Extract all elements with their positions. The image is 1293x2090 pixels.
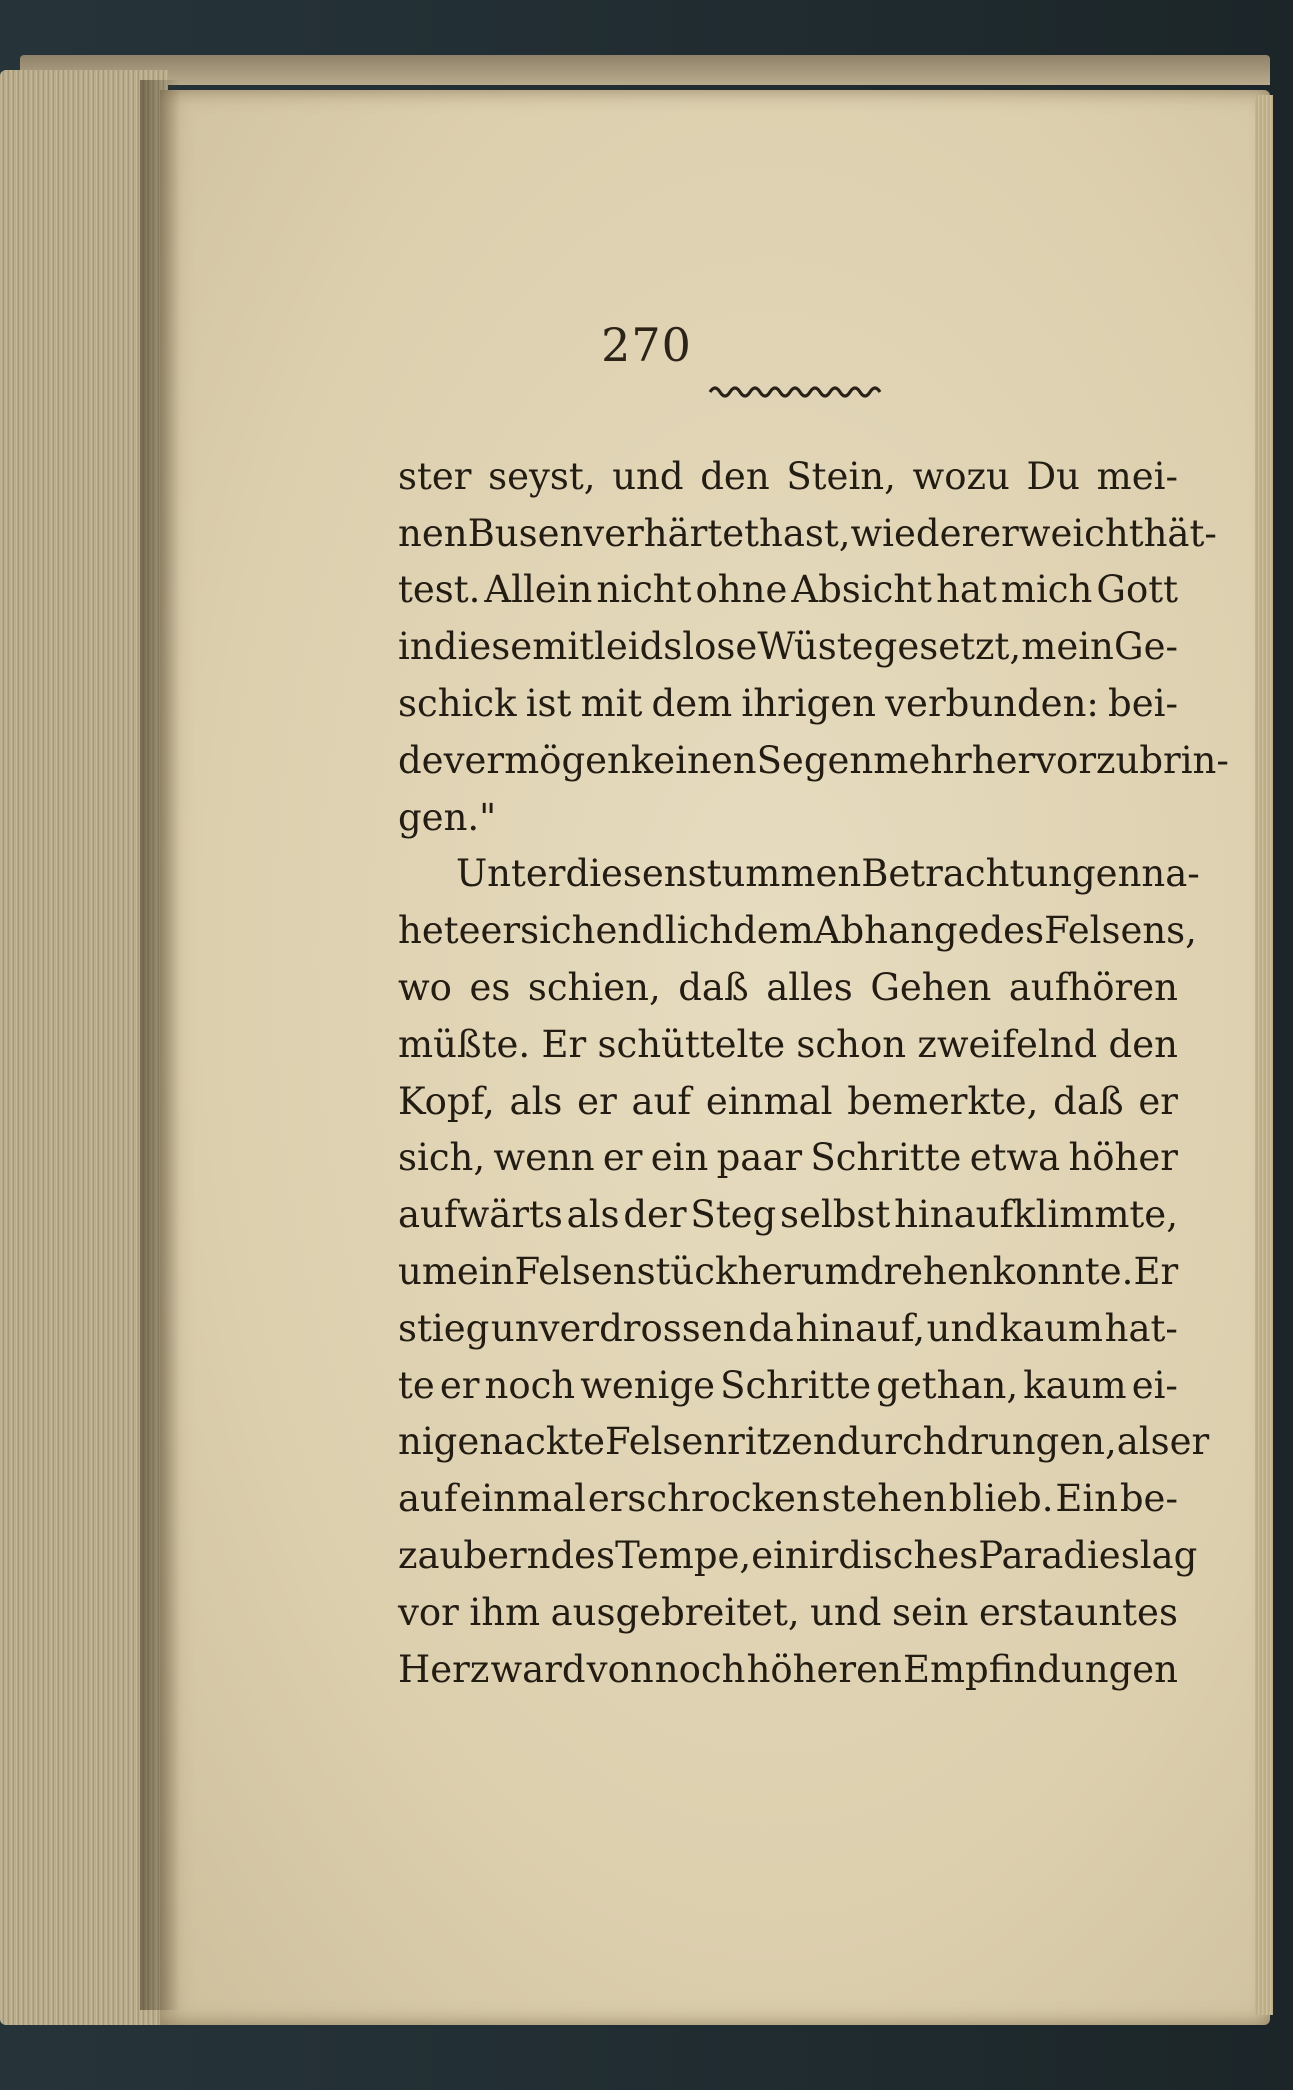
word: irdisches — [808, 1534, 979, 1578]
word: drehen — [859, 1250, 993, 1294]
word: daß — [1053, 1079, 1124, 1123]
word: höher — [1068, 1136, 1178, 1180]
word: da — [748, 1306, 794, 1350]
word: keinen — [630, 738, 757, 782]
text-line — [398, 1584, 1178, 1641]
word: als — [1116, 1420, 1170, 1464]
word: Gehen — [870, 966, 992, 1010]
word: unverdrossen — [490, 1306, 747, 1350]
word: Stein, — [786, 454, 896, 498]
word: als — [566, 1193, 620, 1237]
word: konnte. — [992, 1250, 1134, 1294]
word: de — [398, 738, 444, 782]
word: Betrachtungen — [861, 852, 1142, 896]
text-line — [398, 1414, 1210, 1471]
word: Unter — [456, 852, 566, 896]
word: Busen — [467, 511, 584, 555]
word: mit — [580, 682, 643, 726]
text-line — [398, 1641, 1178, 1698]
word: den — [1108, 1022, 1178, 1066]
word: hinauf, — [795, 1306, 925, 1350]
text-line — [398, 732, 1229, 789]
word: gesetzt, — [873, 625, 1022, 669]
word: zweifelnd — [917, 1022, 1098, 1066]
word: gethan, — [876, 1363, 1019, 1407]
word: wenn — [493, 1136, 595, 1180]
word: schick — [398, 682, 517, 726]
word: hinaufklimmte, — [894, 1193, 1178, 1237]
word: selbst — [780, 1193, 891, 1237]
word: be- — [1119, 1477, 1178, 1521]
word: sich — [520, 909, 596, 953]
text-line — [398, 1470, 1178, 1527]
word: Felsens, — [1044, 909, 1197, 953]
word: Schritte — [720, 1363, 872, 1407]
word: Herz — [398, 1647, 490, 1691]
text-line — [398, 618, 1178, 675]
word: nen — [398, 511, 468, 555]
text-line — [398, 448, 1178, 505]
word: ein — [456, 1250, 515, 1294]
word: er — [577, 1079, 617, 1123]
word: Segen — [756, 738, 874, 782]
word: Steg — [690, 1193, 777, 1237]
word: ihrigen — [741, 682, 876, 726]
word: und — [810, 1590, 882, 1634]
word: verbunden: — [885, 682, 1099, 726]
text-line — [398, 1300, 1178, 1357]
word: wozu — [912, 454, 1010, 498]
word: zauberndes — [398, 1534, 616, 1578]
word: nackte — [479, 1420, 606, 1464]
word: auf — [398, 1477, 458, 1521]
word: sich, — [398, 1136, 486, 1180]
word: wo — [398, 966, 452, 1010]
word: mich — [1000, 568, 1093, 612]
word: bemerkte, — [847, 1079, 1039, 1123]
word: er — [439, 1363, 480, 1407]
text-line — [398, 1243, 1178, 1300]
word: schon — [796, 1022, 907, 1066]
word: sein — [891, 1590, 969, 1634]
page-right-edge — [1255, 95, 1273, 2015]
word: vor — [398, 1590, 459, 1634]
body-text — [398, 448, 1229, 1698]
word: einmal — [459, 1477, 586, 1521]
word: seyst, — [488, 454, 596, 498]
text-line — [398, 675, 1178, 732]
word: ward — [490, 1647, 586, 1691]
word: hast, — [759, 511, 851, 555]
text-line — [398, 1186, 1178, 1243]
word: dem — [733, 909, 814, 953]
word: mei- — [1096, 454, 1178, 498]
word: ster — [398, 454, 472, 498]
text-line — [398, 1073, 1178, 1130]
word: nicht — [596, 568, 692, 612]
word: höheren — [746, 1647, 902, 1691]
word: stieg — [398, 1306, 490, 1350]
word: lag — [1139, 1534, 1198, 1578]
word: mein — [1021, 625, 1114, 669]
word: Felsenritzen — [605, 1420, 837, 1464]
text-line — [398, 1357, 1178, 1414]
word: von — [586, 1647, 654, 1691]
word: vermögen — [443, 738, 631, 782]
text-line — [398, 789, 1178, 846]
word: er — [480, 909, 521, 953]
word: na- — [1141, 852, 1200, 896]
word: alles — [766, 966, 853, 1010]
word: nige — [398, 1420, 480, 1464]
word: aufwärts — [398, 1193, 563, 1237]
word: hät- — [1143, 511, 1217, 555]
book-top-edge — [20, 55, 1270, 85]
text-line — [398, 1016, 1178, 1073]
word: den — [700, 454, 770, 498]
word: erweicht — [979, 511, 1144, 555]
word: stehen — [821, 1477, 947, 1521]
word: hat — [936, 568, 997, 612]
word: hete — [398, 909, 481, 953]
word: ausgebreitet, — [550, 1590, 800, 1634]
word: Ge- — [1114, 625, 1178, 669]
word: müßte. — [398, 1022, 531, 1066]
word: herum — [737, 1250, 860, 1294]
word: Abhange — [813, 909, 980, 953]
word: erschrocken — [587, 1477, 820, 1521]
text-line — [398, 505, 1217, 562]
word: Absicht — [791, 568, 933, 612]
word: Paradies — [978, 1534, 1140, 1578]
word: er — [1169, 1420, 1210, 1464]
word: Gott — [1096, 568, 1178, 612]
word: gen." — [398, 795, 497, 839]
word: Tempe, — [615, 1534, 752, 1578]
word: erstauntes — [979, 1590, 1178, 1634]
text-line — [398, 1527, 1198, 1584]
word: etwa — [969, 1136, 1061, 1180]
word: endlich — [595, 909, 734, 953]
word: der — [623, 1193, 687, 1237]
word: er — [1138, 1079, 1178, 1123]
word: Er — [1133, 1250, 1179, 1294]
word: in — [398, 625, 434, 669]
word: test. — [398, 568, 481, 612]
word: mitleidslose — [532, 625, 758, 669]
word: ein — [650, 1136, 709, 1180]
word: ihm — [469, 1590, 541, 1634]
word: diese — [433, 625, 533, 669]
wavy-rule-ornament-icon — [708, 382, 888, 400]
text-line — [398, 959, 1178, 1016]
word: Empfindungen — [902, 1647, 1178, 1691]
word: schien, — [527, 966, 661, 1010]
text-line — [398, 846, 1200, 903]
word: aufhören — [1008, 966, 1178, 1010]
word: noch — [654, 1647, 746, 1691]
word: wenige — [580, 1363, 716, 1407]
word: Ein — [1055, 1477, 1119, 1521]
word: einmal — [705, 1079, 833, 1123]
word: noch — [484, 1363, 576, 1407]
word: auf — [631, 1079, 692, 1123]
word: des — [979, 909, 1045, 953]
word: daß — [678, 966, 749, 1010]
word: ein — [751, 1534, 809, 1578]
word: Felsenstück — [514, 1250, 738, 1294]
word: dem — [651, 682, 733, 726]
word: wieder — [850, 511, 980, 555]
text-line — [398, 1130, 1178, 1187]
word: diesen — [565, 852, 688, 896]
word: Wüste — [757, 625, 874, 669]
word: durchdrungen, — [836, 1420, 1117, 1464]
text-line — [398, 562, 1178, 619]
word: mehr — [873, 738, 972, 782]
word: Allein — [484, 568, 593, 612]
word: ohne — [695, 568, 788, 612]
word: und — [926, 1306, 998, 1350]
word: blieb. — [948, 1477, 1054, 1521]
word: Kopf, — [398, 1079, 495, 1123]
word: er — [602, 1136, 643, 1180]
word: um — [398, 1250, 457, 1294]
word: ist — [525, 682, 572, 726]
word: kaum — [999, 1306, 1104, 1350]
word: Schritte — [810, 1136, 962, 1180]
word: schüttelte — [597, 1022, 786, 1066]
word: als — [509, 1079, 563, 1123]
word: hervorzubrin- — [971, 738, 1229, 782]
word: paar — [716, 1136, 803, 1180]
word: es — [469, 966, 511, 1010]
text-line — [398, 902, 1197, 959]
word: kaum — [1023, 1363, 1127, 1407]
word: te — [398, 1363, 435, 1407]
word: stummen — [687, 852, 862, 896]
word: Du — [1026, 454, 1080, 498]
word: bei- — [1108, 682, 1178, 726]
word: verhärtet — [583, 511, 759, 555]
word: hat- — [1104, 1306, 1178, 1350]
page-number: 270 — [601, 318, 692, 372]
word: ei- — [1131, 1363, 1178, 1407]
word: Er — [541, 1022, 587, 1066]
word: und — [612, 454, 684, 498]
